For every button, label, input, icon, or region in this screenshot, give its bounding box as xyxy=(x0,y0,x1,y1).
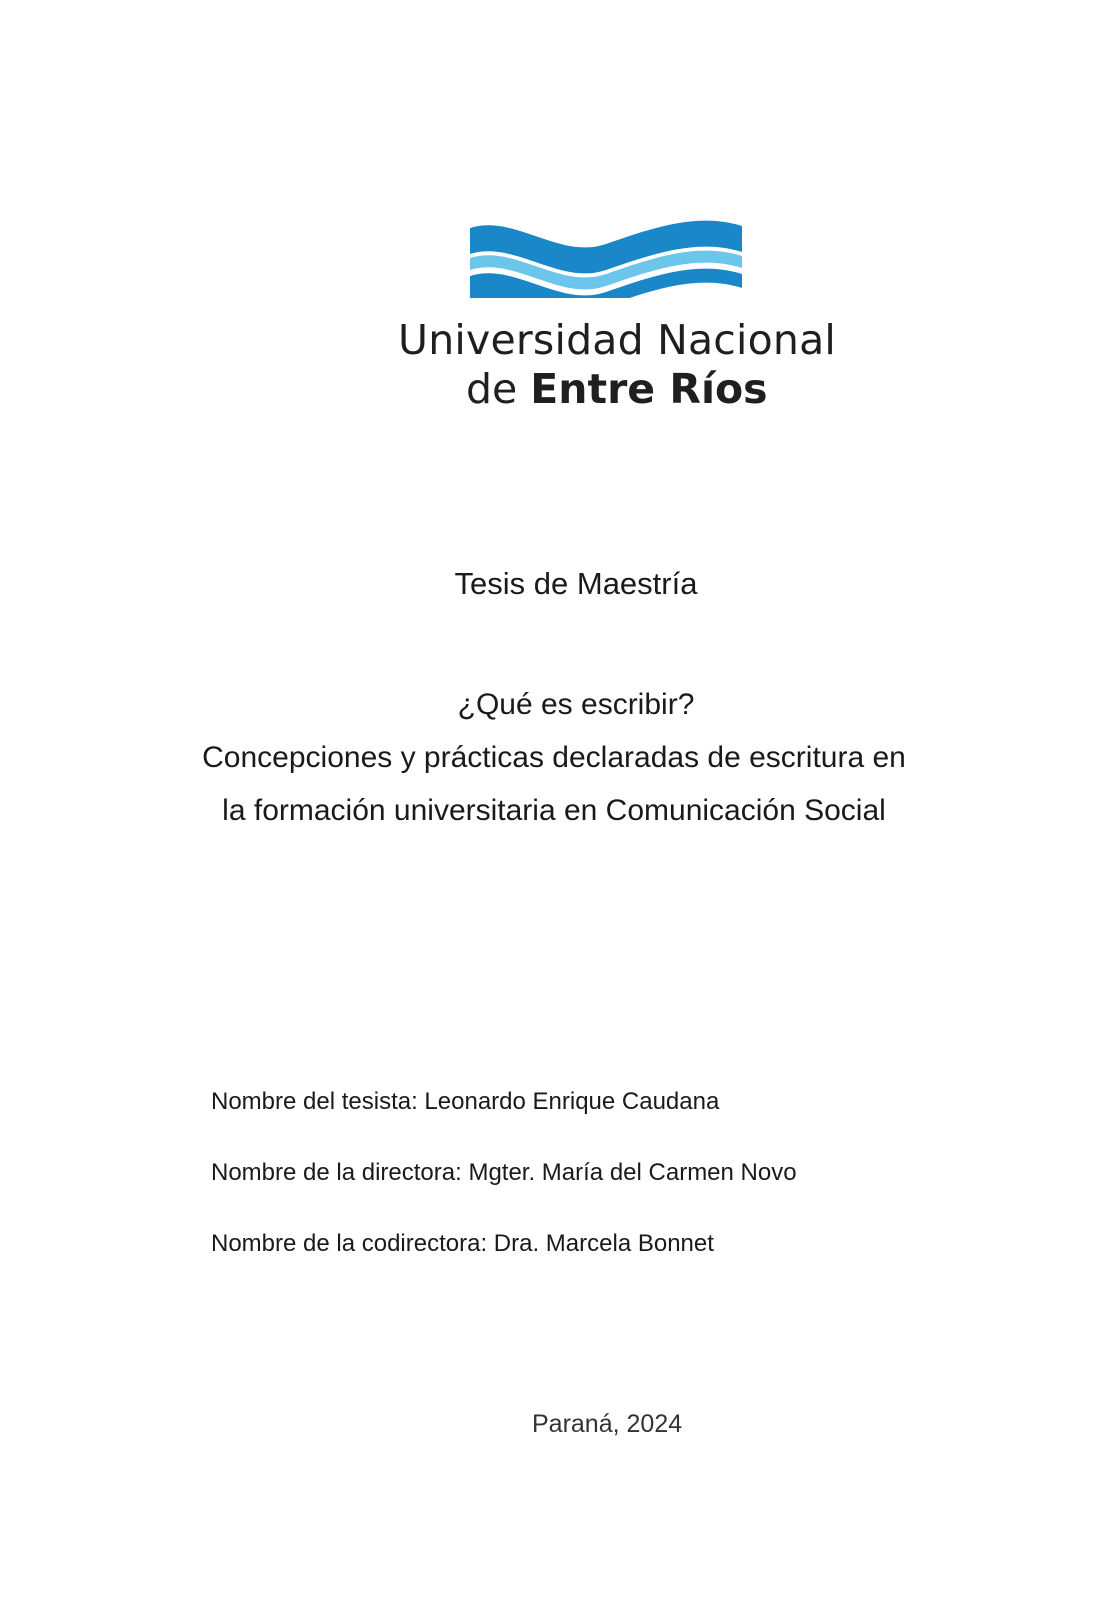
university-name-line2 xyxy=(398,365,818,413)
place-and-date: Paraná, 2024 xyxy=(532,1410,683,1438)
university-name-line2-bold: Entre Ríos xyxy=(530,365,768,413)
thesis-title xyxy=(0,678,1108,837)
document-type: Tesis de Maestría xyxy=(454,566,698,601)
university-logo-waves-icon xyxy=(470,218,742,304)
thesis-title-line1: Concepciones y prácticas declaradas de escritura en xyxy=(202,741,906,774)
thesis-author: Nombre del tesista: Leonardo Enrique Caudana xyxy=(211,1088,720,1115)
university-name xyxy=(398,316,837,413)
university-name-line2-regular: de xyxy=(466,365,531,413)
thesis-director: Nombre de la directora: Mgter. María del Carmen Novo xyxy=(211,1159,797,1186)
university-name-line1: Universidad Nacional xyxy=(398,316,837,364)
thesis-title-question: ¿Qué es escribir? xyxy=(457,688,695,721)
people-list xyxy=(211,1088,797,1301)
thesis-title-line2: la formación universitaria en Comunicación Social xyxy=(222,794,886,827)
thesis-codirector: Nombre de la codirectora: Dra. Marcela Bonnet xyxy=(211,1230,714,1257)
